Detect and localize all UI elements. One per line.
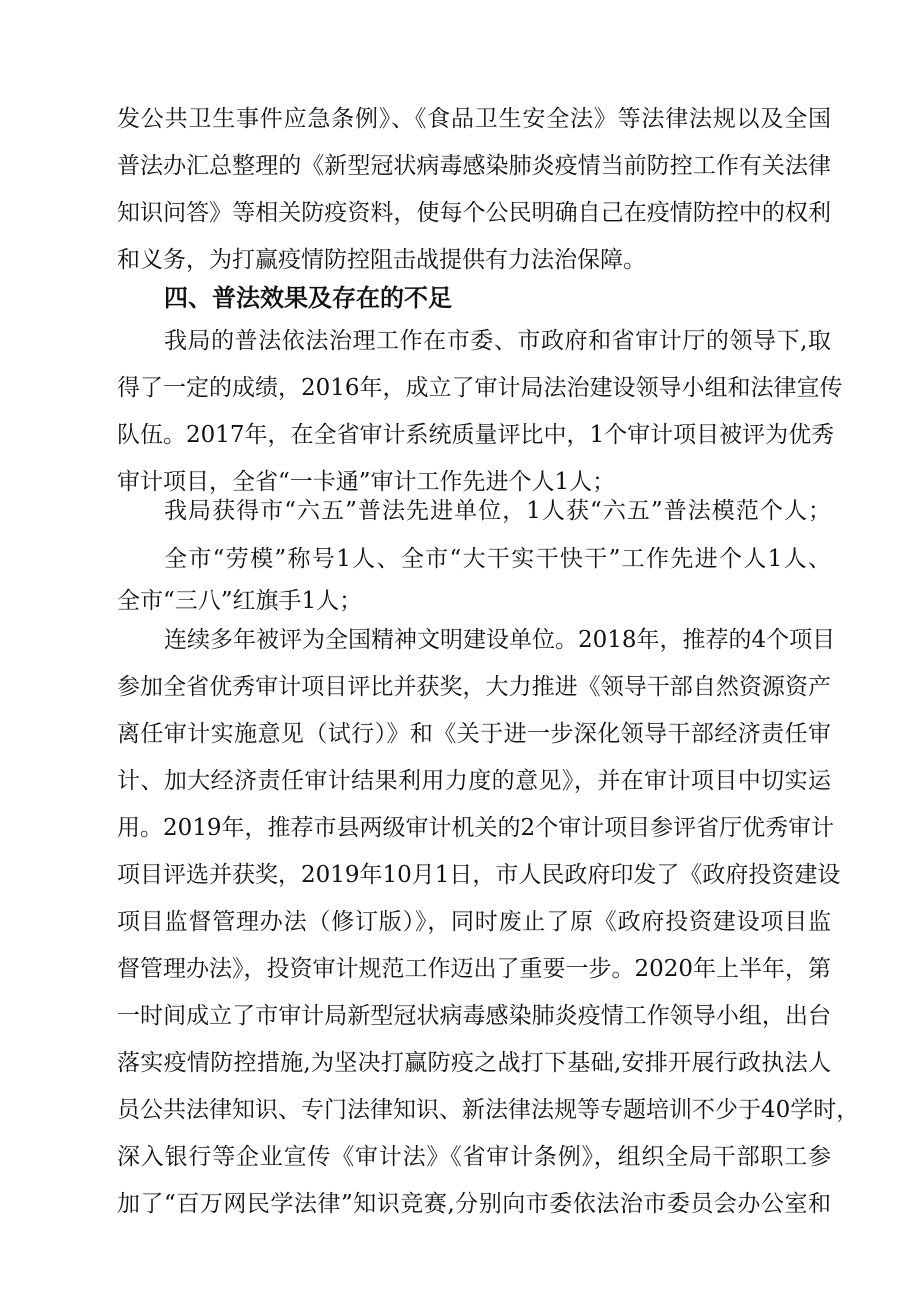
text-line: 项目监督管理办法（修订版）》，同时废止了原《政府投资建设项目监 <box>117 909 831 935</box>
text-line: 落实疫情防控措施,为坚决打赢防疫之战打下基础,安排开展行政执法人 <box>117 1050 831 1076</box>
text-line: 计、加大经济责任审计结果利用力度的意见》，并在审计项目中切实运 <box>117 768 831 794</box>
text-line: 离任审计实施意见（试行）》和《关于进一步深化领导干部经济责任审 <box>117 721 831 747</box>
text-line: 我局的普法依法治理工作在市委、市政府和省审计厅的领导下,取 <box>164 328 831 354</box>
text-line: 加了“百万网民学法律”知识竞赛,分别向市委依法治市委员会办公室和 <box>117 1191 831 1217</box>
text-line: 普法办汇总整理的《新型冠状病毒感染肺炎疫情当前防控工作有关法律 <box>117 153 831 179</box>
text-line: 全市“三八”红旗手1人； <box>117 588 363 614</box>
text-line: 督管理办法》，投资审计规范工作迈出了重要一步。2020年上半年，第 <box>117 956 832 982</box>
text-line: 审计项目，全省“一卡通”审计工作先进个人1人； <box>117 469 616 495</box>
text-line: 和义务，为打赢疫情防控阻击战提供有力法治保障。 <box>117 247 646 273</box>
text-line: 员公共法律知识、专门法律知识、新法律法规等专题培训不少于40学时， <box>117 1097 860 1123</box>
text-line: 队伍。2017年，在全省审计系统质量评比中，1个审计项目被评为优秀 <box>117 422 835 448</box>
text-line: 连续多年被评为全国精神文明建设单位。2018年，推荐的4个项目 <box>164 627 836 653</box>
text-line: 发公共卫生事件应急条例》、《食品卫生安全法》等法律法规以及全国 <box>117 106 831 132</box>
section-heading: 四、普法效果及存在的不足 <box>164 284 452 312</box>
text-line: 深入银行等企业宣传《审计法》《省审计条例》，组织全局干部职工参 <box>117 1144 831 1170</box>
text-line: 一时间成立了市审计局新型冠状病毒感染肺炎疫情工作领导小组，出台 <box>117 1003 831 1029</box>
text-line: 知识问答》等相关防疫资料，使每个公民明确自己在疫情防控中的权利 <box>117 200 831 226</box>
text-line: 我局获得市“六五”普法先进单位，1人获“六五”普法模范个人； <box>164 498 831 524</box>
text-line: 全市“劳模”称号1人、全市“大干实干快干”工作先进个人1人、 <box>164 546 831 572</box>
text-line: 用。2019年，推荐市县两级审计机关的2个审计项目参评省厅优秀审计 <box>117 815 835 841</box>
text-line: 得了一定的成绩，2016年，成立了审计局法治建设领导小组和法律宣传 <box>117 375 843 401</box>
text-line: 项目评选并获奖，2019年10月1日，市人民政府印发了《政府投资建设 <box>117 862 841 888</box>
text-line: 参加全省优秀审计项目评比并获奖，大力推进《领导干部自然资源资产 <box>117 674 831 700</box>
